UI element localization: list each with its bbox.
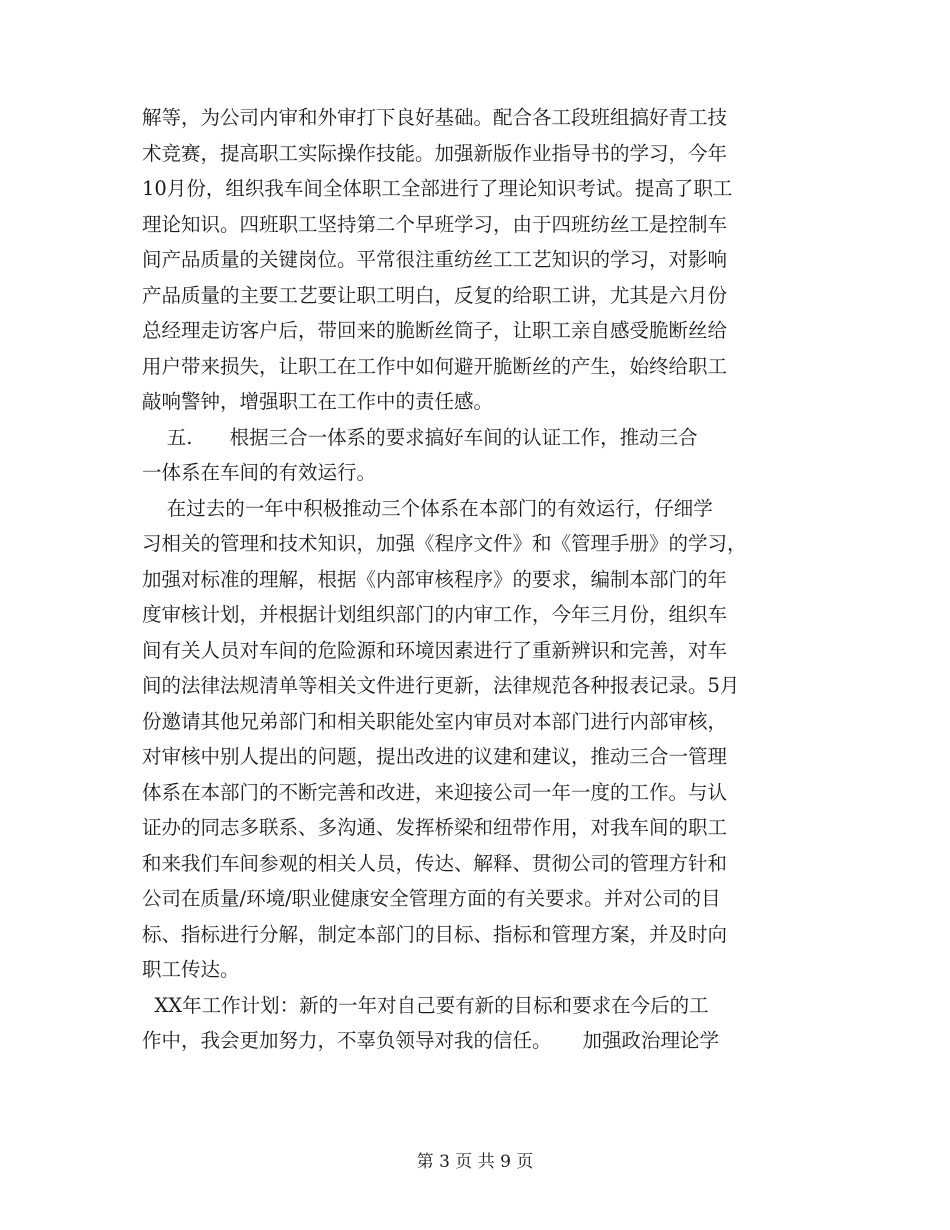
text-line: 间产品质量的关键岗位。平常很注重纺丝工工艺知识的学习，对影响 [142, 248, 728, 271]
text-line: 体系在本部门的不断完善和改进，来迎接公司一年一度的工作。与认 [142, 780, 728, 804]
text-line: 和来我们车间参观的相关人员，传达、解释、贯彻公司的管理方针和 [142, 851, 728, 875]
text-line: 间的法律法规清单等相关文件进行更新，法律规范各种报表记录。5月 [142, 674, 740, 697]
text-line: 总经理走访客户后，带回来的脆断丝筒子，让职工亲自感受脆断丝给 [142, 319, 728, 342]
text-line: 公司在质量/环境/职业健康安全管理方面的有关要求。并对公司的目 [142, 887, 721, 910]
text-line: 用户带来损失，让职工在工作中如何避开脆断丝的产生，始终给职工 [142, 354, 728, 378]
text-line: 在过去的一年中积极推动三个体系在本部门的有效运行，仔细学 [142, 496, 713, 520]
section-heading-line: 五. 根据三合一体系的要求搞好车间的认证工作，推动三合 [142, 425, 698, 449]
text-line: 证办的同志多联系、多沟通、发挥桥梁和纽带作用，对我车间的职工 [142, 816, 728, 839]
text-line: 习相关的管理和技术知识，加强《程序文件》和《管理手册》的学习， [142, 532, 747, 555]
text-line: 理论知识。四班职工坚持第二个早班学习，由于四班纺丝工是控制车 [142, 212, 728, 236]
text-line: 术竞赛，提高职工实际操作技能。加强新版作业指导书的学习，今年 [142, 141, 728, 165]
text-line: 标、指标进行分解，制定本部门的目标、指标和管理方案，并及时向 [142, 922, 728, 946]
text-line: XX年工作计划：新的一年对自己要有新的目标和要求在今后的工 [142, 993, 709, 1017]
text-line: 解等，为公司内审和外审打下良好基础。配合各工段班组搞好青工技 [142, 106, 728, 129]
document-body [142, 100, 812, 1059]
text-line: 10月份，组织我车间全体职工全部进行了理论知识考试。提高了职工 [142, 177, 733, 200]
text-line: 作中，我会更加努力，不辜负领导对我的信任。 加强政治理论学 [142, 1029, 719, 1052]
page-number-footer: 第 3 页 共 9 页 [416, 1152, 534, 1172]
text-line: 度审核计划，并根据计划组织部门的内审工作，今年三月份，组织车 [142, 603, 728, 626]
text-line: 敲响警钟，增强职工在工作中的责任感。 [142, 390, 494, 413]
text-line: 加强对标准的理解，根据《内部审核程序》的要求，编制本部门的年 [142, 567, 728, 591]
text-line: 对审核中别人提出的问题，提出改进的议建和建议，推动三合一管理 [142, 745, 728, 768]
section-heading-line: 一体系在车间的有效运行。 [142, 461, 377, 484]
text-line: 职工传达。 [142, 958, 240, 981]
text-line: 间有关人员对车间的危险源和环境因素进行了重新辨识和完善，对车 [142, 638, 728, 662]
text-line: 份邀请其他兄弟部门和相关职能处室内审员对本部门进行内部审核， [142, 709, 728, 733]
text-line: 产品质量的主要工艺要让职工明白，反复的给职工讲，尤其是六月份 [142, 283, 728, 307]
